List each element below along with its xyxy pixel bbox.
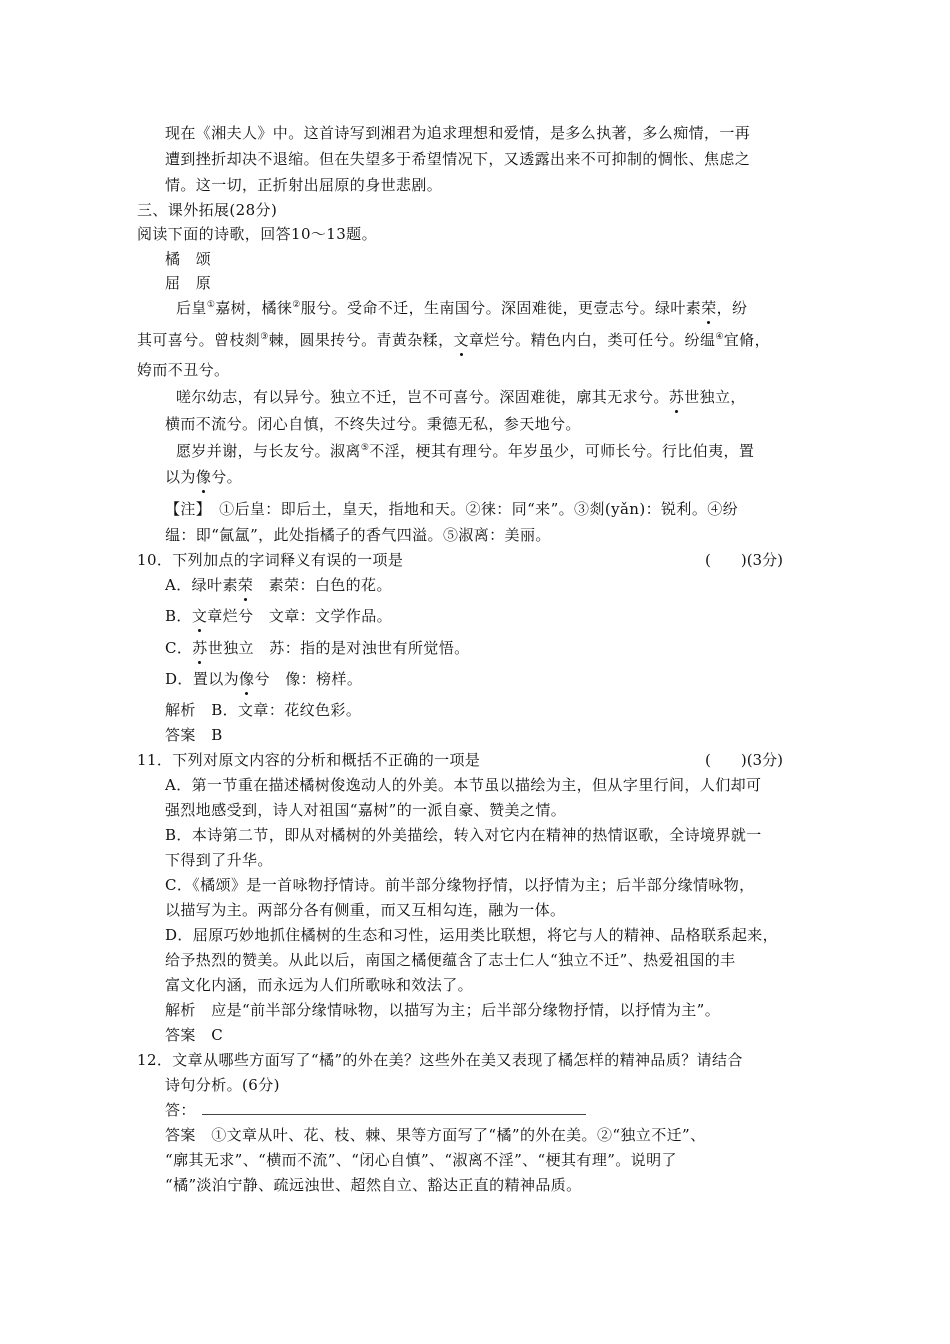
passage-line: 遭到挫折却决不退缩。但在失望多于希望情况下，又透露出来不可抑制的惆怅、焦虑之 [165,150,751,168]
analysis: 解析 B．文章：花纹色彩。 [165,701,362,719]
answer-line: 答案 ①文章从叶、花、枝、棘、果等方面写了“橘”的外在美。②“独立不迁”、 [165,1126,706,1144]
text: A．绿叶 [165,576,223,594]
answer-blank-line[interactable] [202,1100,586,1115]
text: 兮。 [211,468,243,486]
emphasis-char: 章 [468,331,485,349]
option-d-line: 富文化内涵，而永远为人们所歌咏和效法了。 [165,976,474,994]
text: 嘉树，橘徕 [215,299,293,317]
answer: 答案 C [165,1026,224,1044]
emphasis-char: 文 [191,607,208,625]
option-a [165,574,392,598]
option-b [165,605,392,629]
text: 烂兮。精色内白，类可任兮。纷缊 [484,331,716,349]
option-b-line: 下得到了升华。 [165,851,273,869]
emphasis-char: 苏 [192,639,208,657]
poem-line [137,329,770,353]
answer-line: “廓其无求”、“横而不流”、“闭心自慎”、“淑离不淫”、“梗其有理”。说明了 [165,1151,677,1169]
text: 愿岁并谢，与长友兮。淑离 [176,442,361,460]
text: 素荣：白色的花。 [253,576,392,594]
answer-label: 答： [165,1101,196,1119]
option-c [165,637,470,661]
option-b-line: B．本诗第二节，即从对橘树的外美描绘，转入对它内在精神的热情讴歌，全诗境界就一 [165,826,762,844]
question-stem: 10．下列加点的字词释义有误的一项是 [137,551,404,569]
analysis: 解析 应是“前半部分缘情咏物，以描写为主；后半部分缘物抒情，以抒情为主”。 [165,1001,721,1019]
text: 烂兮 文章：文学作品。 [222,607,393,625]
passage-line: 现在《湘夫人》中。这首诗写到湘君为追求理想和爱情，是多么执著，多么痴情，一再 [165,124,751,142]
emphasis-char: 素 [222,576,238,594]
footnote-mark: ⑤ [360,443,370,453]
footnote-mark: ④ [715,332,724,342]
text: 兮 像：榜样。 [254,670,363,688]
option-d-line: D．屈原巧妙地抓住橘树的生态和习性，运用类比联想，将它与人的精神、品格联系起来， [165,926,779,944]
text: C． [165,639,193,657]
footnote-mark: ③ [260,332,269,342]
emphasis-char: 素 [685,299,702,317]
answer: 答案 B [165,726,223,744]
passage-line: 情。这一切，正折射出屈原的身世悲剧。 [165,176,443,194]
poem-line [176,440,754,464]
text: 棘，圆果抟兮。青黄杂糅， [268,331,454,349]
answer-blank[interactable] [165,1099,586,1123]
question-stem: 12．文章从哪些方面写了“橘”的外在美？这些外在美又表现了橘怎样的精神品质？请结合 [137,1051,743,1069]
text: B． [165,607,192,625]
text: 世独立， [684,388,746,406]
note-line: 【注】 ①后皇：即后土，皇天，指地和天。②徕：同“来”。③剡(yǎn)：锐利。④纷 [165,500,739,518]
section-title: 三、课外拓展(28分) [137,201,278,219]
emphasis-char: 荣 [701,299,717,317]
text: ，纷 [716,299,748,317]
option-d [165,668,362,692]
answer-line: “橘”淡泊宁静、疏远浊世、超然自立、豁达正直的精神品质。 [165,1176,582,1194]
question-stem: 11．下列对原文内容的分析和概括不正确的一项是 [137,751,481,769]
poem-title: 橘 颂 [165,250,212,268]
poem-line [165,466,242,490]
note-line: 缊：即“氤氲”，此处指橘子的香气四溢。⑤淑离：美丽。 [165,526,551,544]
poem-line: 姱而不丑兮。 [137,361,230,379]
emphasis-char: 荣 [237,576,254,594]
instruction: 阅读下面的诗歌，回答10～13题。 [137,225,377,243]
option-c-line: 以描写为主。两部分各有侧重，而又互相勾连，融为一体。 [165,901,566,919]
text: 服兮。受命不迁，生南国兮。深固难徙，更壹志兮。绿叶 [300,299,686,317]
text: 不淫，梗其有理兮。年岁虽少，可师长兮。行比伯夷，置 [369,442,755,460]
text: 后皇 [176,299,207,317]
option-a-line: 强烈地感受到，诗人对祖国“嘉树”的一派自豪、赞美之情。 [165,801,567,819]
emphasis-char: 苏 [668,388,685,406]
text: 以为 [165,468,196,486]
question-score: ( )(3分) [705,551,783,569]
option-c-line: C．《橘颂》是一首咏物抒情诗。前半部分缘物抒情，以抒情为主；后半部分缘情咏物， [165,876,755,894]
emphasis-char: 像 [195,468,212,486]
text: 嗟尔幼志，有以异兮。独立不迁，岂不可喜兮。深固难徙，廓其无求兮。 [176,388,669,406]
poem-author: 屈 原 [165,274,212,292]
footnote-mark: ① [206,300,216,310]
text: 宜脩， [723,331,770,349]
option-d-line: 给予热烈的赞美。从此以后，南国之橘便蕴含了志士仁人“独立不迁”、热爱祖国的丰 [165,951,736,969]
emphasis-char: 文 [453,331,469,349]
poem-line: 横而不流兮。闭心自慎，不终失过兮。秉德无私，参天地兮。 [165,415,581,433]
poem-line [176,297,747,321]
question-stem: 诗句分析。(6分) [165,1076,280,1094]
option-a-line: A．第一节重在描述橘树俊逸动人的外美。本节虽以描绘为主，但从字里行间，人们却可 [165,776,762,794]
footnote-mark: ② [292,300,301,310]
text: D．置以为 [165,670,240,688]
text: 世独立 苏：指的是对浊世有所觉悟。 [207,639,470,657]
text: 其可喜兮。曾枝剡 [137,331,261,349]
poem-line [176,386,746,410]
emphasis-char: 像 [239,670,255,688]
question-score: ( )(3分) [705,751,783,769]
emphasis-char: 章 [207,607,223,625]
